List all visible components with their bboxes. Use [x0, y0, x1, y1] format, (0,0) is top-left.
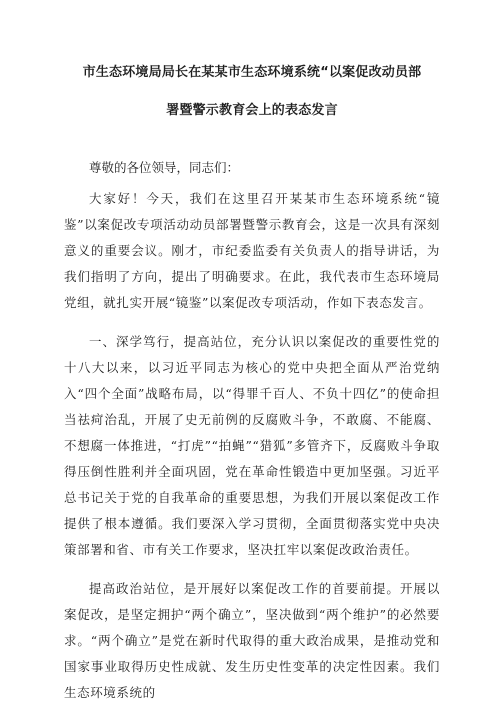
salutation: 尊敬的各位领导，同志们： [89, 160, 240, 175]
document-title-line-1: 市生态环境局局长在某某市生态环境系统“以案促改动员部 [82, 65, 422, 80]
paragraph-section-one: 一、深学笃行，提高站位，充分认识以案促改的重要性党的十八大以来，以习近平同志为核心的党中央把全面从严治党纳入“四个全面”战略布局，以“得罪千百人、不负十四亿”的使命担当祛疴治乱，开展了史无前例的反腐败斗争，不敢腐、不能腐、不想腐一体推进，“打虎”“拍蝇”“猎狐”多管齐下，反腐败斗争取得压倒性胜利并全面巩固，党在革命性锻造中更加坚强。习近平总书记关于党的自我革命的重要思想，为我们开展以案促改工作提供了根本遵循。我们要深入学习贯彻，全面贯彻落实党中央决策部署和省、市有关工作要求，坚决扛牢以案促改政治责任。 [64, 334, 440, 557]
paragraph-opening: 大家好！今天，我们在这里召开某某市生态环境系统“镜鉴”以案促改专项活动动员部署暨警示教育会，这是一次具有深刻意义的重要会议。刚才，市纪委监委有关负责人的指导讲话，为我们指明了方向，提出了明确要求。在此，我代表市生态环境局党组，就扎实开展“镜鉴”以案促改专项活动，作如下表态发言。 [64, 191, 440, 310]
paragraph-political-stance: 提高政治站位，是开展好以案促改工作的首要前提。开展以案促改，是坚定拥护“两个确立”，坚决做到“两个维护”的必然要求。“两个确立”是党在新时代取得的重大政治成果，是推动党和国家事业取得历史性成就、发生历史性变革的决定性因素。我们生态环境系统的 [64, 581, 440, 700]
document-title-line-2: 署暨警示教育会上的表态发言 [166, 103, 338, 118]
